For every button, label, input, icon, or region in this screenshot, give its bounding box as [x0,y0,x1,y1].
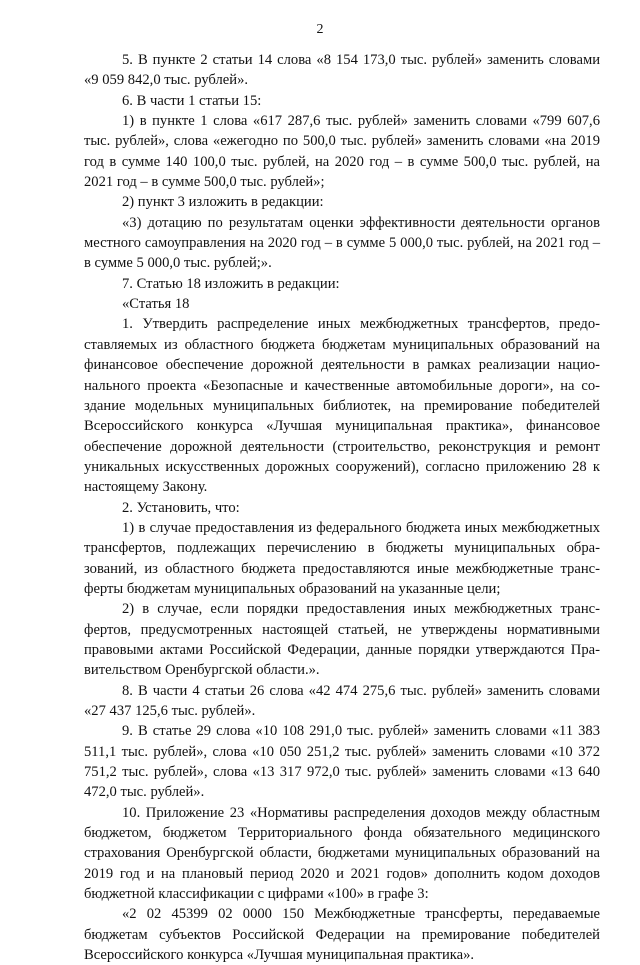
paragraph-item-5: 5. В пункте 2 статьи 14 слова «8 154 173,0 тыс. рублей» заменить словами «9 059 842,0 тыс. рублей». [84,52,600,89]
paragraph-item-7-heading: 7. Статью 18 изложить в редакции: [122,275,340,292]
paragraph-item-8: 8. В части 4 статьи 26 слова «42 474 275,6 тыс. рублей» заменить словами «27 437 125,6 тыс. рублей». [84,682,600,719]
paragraph-subitem-1: 1) в пункте 1 слова «617 287,6 тыс. рублей» заменить словами «799 607,6 тыс. рублей», слова «ежегодно по 500,0 тыс. рублей» заменить словами «на 2019 год в сумме 140 100,0 тыс. рублей, на 2020 год – в сумме 500,0 тыс. рублей, на 2021 год – в сумме 500,0 тыс. рублей»; [84,113,600,191]
paragraph-budget-code: «2 02 45399 02 0000 150 Межбюджетные трансферты, передаваемые бюджетам субъектов Российской Федерации на премирование победителей Всероссийского конкурса «Лучшая муниципальная практика». [84,906,600,964]
paragraph-article-18-part-2-sub-2: 2) в случае, если порядки предоставления иных межбюджетных трансфертов, предусмотренных настоящей статьей, не утверждены нормативными правовыми актами Российской Федерации, данные порядки утверждаются Правительством Оренбургской области.». [84,601,600,679]
paragraph-item-6-heading: 6. В части 1 статьи 15: [122,92,262,109]
paragraph-article-18-part-2-sub-1: 1) в случае предоставления из федерального бюджета иных межбюджетных трансфертов, подлежащих перечислению в бюджеты муниципальных образований, из областного бюджета предоставляются иные межбюджетные трансферты бюджетам муниципальных образований на указанные цели; [84,519,600,597]
page-number: 2 [316,22,324,37]
paragraph-item-9: 9. В статье 29 слова «10 108 291,0 тыс. рублей» заменить словами «11 383 511,1 тыс. рублей», слова «10 050 251,2 тыс. рублей» заменить словами «10 372 751,2 тыс. рублей», слова «13 317 972,0 тыс. рублей» заменить словами «13 640 472,0 тыс. рублей». [84,723,600,801]
paragraph-article-18-title: «Статья 18 [122,296,190,313]
paragraph-quoted-point-3: «3) дотацию по результатам оценки эффективности деятельности органов местного самоуправления на 2020 год – в сумме 5 000,0 тыс. рублей, на 2021 год – в сумме 5 000,0 тыс. рублей;». [84,214,600,272]
document-body [84,50,600,965]
paragraph-article-18-part-2-heading: 2. Установить, что: [122,499,240,516]
paragraph-subitem-2: 2) пункт 3 изложить в редакции: [122,194,324,211]
paragraph-item-10: 10. Приложение 23 «Нормативы распределения доходов между областным бюджетом, бюджетом Территориального фонда обязательного медицинского страхования Оренбургской области, бюджетами муниципальных образований на 2019 год и на плановый период 2020 и 2021 годов» дополнить кодом доходов бюджетной классификации с цифрами «100» в графе 3: [84,804,600,903]
paragraph-article-18-part-1: 1. Утвердить распределение иных межбюджетных трансфертов, предоставляемых из областного бюджета бюджетам муниципальных образований на финансовое обеспечение дорожной деятельности в рамках реализации национального проекта «Безопасные и качественные автомобильные дороги», на создание модельных муниципальных библиотек, на премирование победителей Всероссийского конкурса «Лучшая муниципальная практика», финансовое обеспечение дорожной деятельности (строительство, реконструкция и ремонт уникальных искусственных дорожных сооружений), согласно приложению 28 к настоящему Закону. [84,316,600,496]
